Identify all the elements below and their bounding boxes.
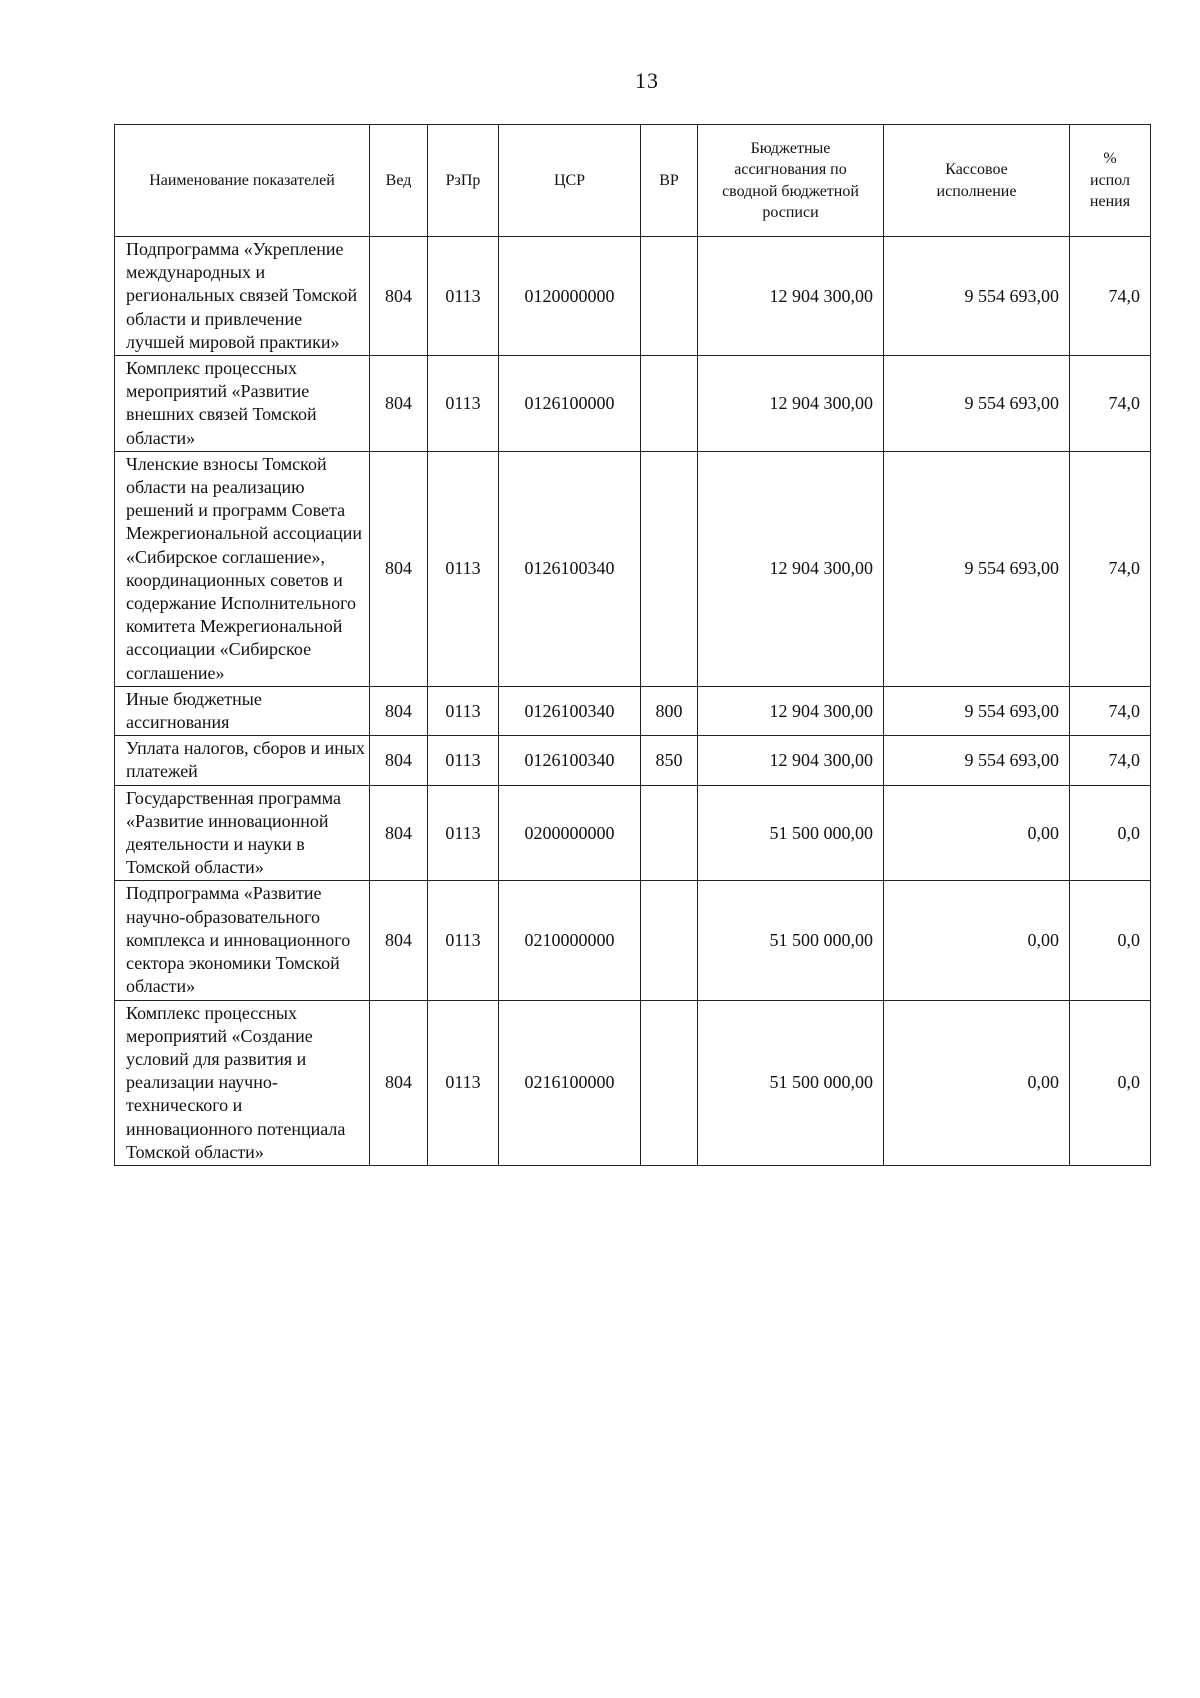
row-cash: 0,00 [884,785,1070,881]
row-vr [641,237,698,356]
row-name: Государственная программа «Развитие инновационной деятельности и науки в Томской области» [115,785,370,881]
row-csr: 0210000000 [499,881,641,1000]
header-cash: Кассовое исполнение [884,125,1070,237]
row-ved: 804 [370,785,428,881]
row-pct: 74,0 [1070,736,1151,785]
row-cash: 9 554 693,00 [884,686,1070,735]
row-csr: 0126100000 [499,356,641,452]
row-csr: 0200000000 [499,785,641,881]
row-budget: 12 904 300,00 [698,356,884,452]
table-row [115,1000,1151,1165]
row-vr [641,881,698,1000]
row-csr: 0126100340 [499,451,641,686]
row-vr [641,451,698,686]
table-header-row [115,125,1151,237]
row-name: Членские взносы Томской области на реализацию решений и программ Совета Межрегиональной ассоциации «Сибирское соглашение», координационных советов и содержание Исполнительного комитета Межрегиональной ассоциации «Сибирское соглашение» [115,451,370,686]
row-name: Подпрограмма «Развитие научно-образовательного комплекса и инновационного сектора экономики Томской области» [115,881,370,1000]
row-ved: 804 [370,1000,428,1165]
row-vr [641,356,698,452]
row-rzpr: 0113 [428,881,499,1000]
row-ved: 804 [370,451,428,686]
row-name: Иные бюджетные ассигнования [115,686,370,735]
row-cash: 0,00 [884,1000,1070,1165]
row-cash: 9 554 693,00 [884,237,1070,356]
table-row [115,451,1151,686]
row-pct: 74,0 [1070,356,1151,452]
row-budget: 51 500 000,00 [698,1000,884,1165]
row-csr: 0126100340 [499,686,641,735]
header-vr: ВР [641,125,698,237]
row-pct: 0,0 [1070,1000,1151,1165]
row-budget: 12 904 300,00 [698,237,884,356]
row-pct: 74,0 [1070,451,1151,686]
header-name: Наименование показателей [115,125,370,237]
row-rzpr: 0113 [428,736,499,785]
row-ved: 804 [370,686,428,735]
row-vr: 800 [641,686,698,735]
row-csr: 0216100000 [499,1000,641,1165]
row-csr: 0126100340 [499,736,641,785]
row-rzpr: 0113 [428,1000,499,1165]
row-rzpr: 0113 [428,451,499,686]
row-rzpr: 0113 [428,785,499,881]
row-vr [641,1000,698,1165]
row-budget: 12 904 300,00 [698,451,884,686]
row-cash: 9 554 693,00 [884,451,1070,686]
row-rzpr: 0113 [428,237,499,356]
row-pct: 0,0 [1070,785,1151,881]
row-name: Комплекс процессных мероприятий «Развитие внешних связей Томской области» [115,356,370,452]
header-pct: % испол нения [1070,125,1151,237]
header-csr: ЦСР [499,125,641,237]
budget-execution-table [114,124,1151,1166]
row-ved: 804 [370,881,428,1000]
row-csr: 0120000000 [499,237,641,356]
row-pct: 74,0 [1070,686,1151,735]
row-cash: 9 554 693,00 [884,736,1070,785]
row-name: Комплекс процессных мероприятий «Создание условий для развития и реализации научно-технического и инновационного потенциала Томской области» [115,1000,370,1165]
table-row [115,237,1151,356]
row-budget: 12 904 300,00 [698,686,884,735]
table-row [115,686,1151,735]
row-vr: 850 [641,736,698,785]
row-budget: 12 904 300,00 [698,736,884,785]
table-row [115,881,1151,1000]
row-ved: 804 [370,736,428,785]
table-row [115,785,1151,881]
row-pct: 0,0 [1070,881,1151,1000]
row-vr [641,785,698,881]
row-cash: 9 554 693,00 [884,356,1070,452]
row-pct: 74,0 [1070,237,1151,356]
row-budget: 51 500 000,00 [698,785,884,881]
table-row [115,356,1151,452]
row-rzpr: 0113 [428,686,499,735]
row-ved: 804 [370,356,428,452]
row-budget: 51 500 000,00 [698,881,884,1000]
row-cash: 0,00 [884,881,1070,1000]
header-ved: Вед [370,125,428,237]
page-number: 13 [635,68,659,93]
row-name: Подпрограмма «Укрепление международных и региональных связей Томской области и привлечение лучшей мировой практики» [115,237,370,356]
header-rzpr: РзПр [428,125,499,237]
row-ved: 804 [370,237,428,356]
row-name: Уплата налогов, сборов и иных платежей [115,736,370,785]
row-rzpr: 0113 [428,356,499,452]
header-budget: Бюджетные ассигнования по сводной бюджетной росписи [698,125,884,237]
table-row [115,736,1151,785]
